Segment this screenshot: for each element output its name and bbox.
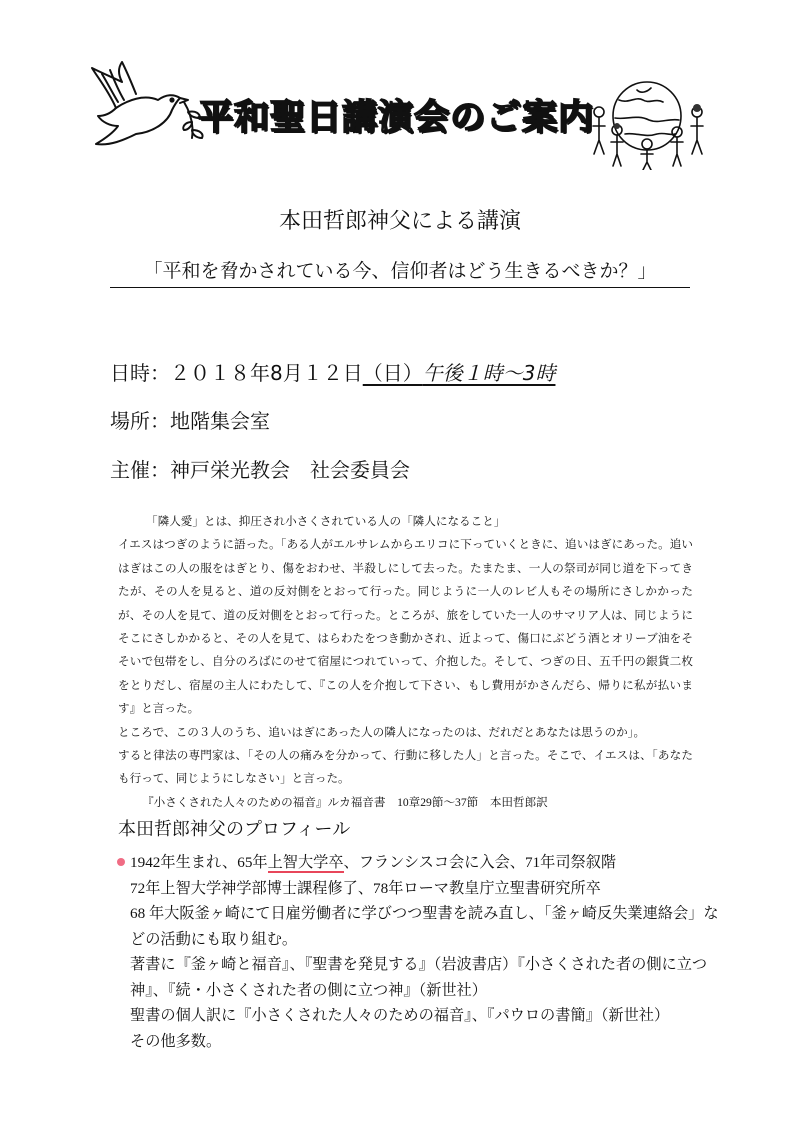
lecture-title: 本田哲郎神父による講演 <box>278 209 521 234</box>
host-value: 神戸栄光教会 社会委員会 <box>170 458 410 482</box>
place-label: 場所： <box>110 409 170 433</box>
date-value: ２０１８年8月１２日 <box>170 361 363 385</box>
profile-line-2: 72年上智大学神学部博士課程修了、78年ローマ教皇庁立聖書研究所卒 <box>130 879 601 897</box>
profile-line-5: 聖書の個人訳に『小さくされた人々のための福音』、『パウロの書簡』（新世社） <box>130 1007 670 1024</box>
header-banner <box>80 48 720 168</box>
dove-with-olive-branch-icon <box>88 60 208 165</box>
parable-paragraph: イエスはつぎのように語った。「ある人がエルサレムからエリコに下っていくときに、追いはぎにあった。追いはぎはこの人の服をはぎとり、傷をおわせ、半殺しにして去った。たまたま、一人の祭司が同じ道を下ってきたが、その人を見ると、道の反対側をとおって行った。同じように一人のレビ人もその場所にさしかかったが、その人を見て、道の反対側をとおって行った。ところが、旅をしていた一人のサマリア人は、同じようにそこにさしかかると、その人を見て、はらわたをつき動かされ、近よって、傷口にぶどう酒とオリーブ油をそそいで包帯をし、自分のろばにのせて宿屋につれていって、介抱した。そして、つぎの日、五千円の銀貨二枚をとりだし、宿屋の主人にわたして、『この人を介抱して下さい、もし費用がかさんだら、帰りに私が払います』と言った。 <box>118 538 693 716</box>
profile-line-4: 著書に『釜ヶ崎と福音』、『聖書を発見する』（岩波書店）『小さくされた者の側に立つ神』、『続・小さくされた者の側に立つ神』（新世社） <box>130 956 708 999</box>
date-time: 午後１時〜3時 <box>422 361 556 385</box>
host-label: 主催： <box>110 458 170 482</box>
date-weekday: （日） <box>362 361 423 385</box>
date-row <box>110 357 555 386</box>
profile-university: 上智大学卒 <box>267 854 344 871</box>
profile-line-1-c: 、フランシスコ会に入会、71年司祭叙階 <box>343 854 617 871</box>
profile-body <box>130 850 720 1054</box>
place-value: 地階集会室 <box>170 409 270 433</box>
highlight-dot <box>117 858 125 866</box>
banner-title: 平和聖日講演会のご案内 <box>198 98 595 138</box>
lecture-subtitle: 「平和を脅かされている今、信仰者はどう生きるべきか？」 <box>110 256 690 288</box>
answer-line: すると律法の専門家は、「その人の痛みを分かって、行動に移した人」と言った。そこで、イエスは、「あなたも行って、同じようにしなさい」と言った。 <box>118 749 693 786</box>
profile-line-1-a: 1942年生まれ、65年 <box>130 854 268 871</box>
place-row <box>110 405 270 434</box>
profile-line-3: 68 年大阪釜ヶ崎にて日雇労働者に学びつつ聖書を読み直し、「釜ヶ崎反失業連絡会」などの活動にも取り組む。 <box>130 905 719 948</box>
profile-line-1 <box>130 850 720 876</box>
children-around-globe-icon <box>585 70 710 170</box>
question-line: ところで、この３人のうち、追いはぎにあった人の隣人になったのは、だれだとあなたは思うのか」。 <box>118 725 646 739</box>
date-label: 日時： <box>110 361 170 385</box>
profile-line-6: その他多数。 <box>130 1032 222 1050</box>
intro-line: 「隣人愛」とは、抑圧され小さくされている人の「隣人になること」 <box>146 515 506 528</box>
host-row <box>110 454 410 483</box>
citation-line: 『小さくされた人々のための福音』ルカ福音書 10章29節〜37節 本田哲郎訳 <box>142 795 548 809</box>
scripture-passage <box>118 510 693 814</box>
profile-heading: 本田哲郎神父のプロフィール <box>118 819 351 839</box>
